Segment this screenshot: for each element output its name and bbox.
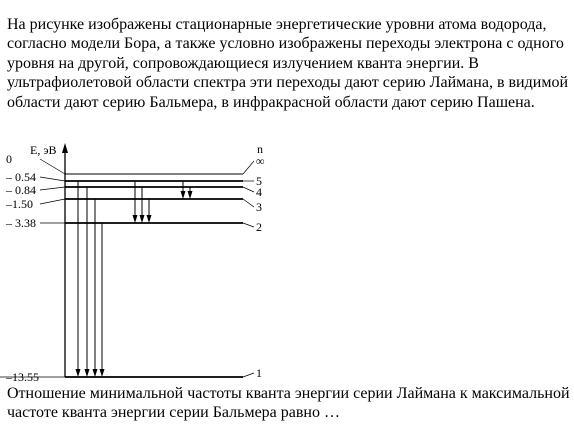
quantum-label-leader bbox=[243, 199, 254, 207]
energy-value-label: – 0.54 bbox=[6, 170, 36, 184]
quantum-number-value-label: 3 bbox=[256, 200, 262, 214]
energy-label-leader bbox=[40, 199, 65, 204]
problem-intro-text: На рисунке изображены стационарные энергетические уровни атома водорода, согласно модели Бора, а также условно изображены переходы электрона с одного уровня на другой, сопровождающиеся излучением кванта энергии. В ультрафиолетовой области спектра эти переходы дают серию Лаймана, в видимой области дают серию Бальмера, в инфракрасной области дают серию Пашена. bbox=[7, 16, 568, 111]
energy-label-leader bbox=[40, 159, 65, 174]
transition-arrowhead bbox=[181, 191, 186, 199]
quantum-number-value-label: ∞ bbox=[256, 154, 265, 168]
transition-arrowhead bbox=[100, 369, 105, 377]
energy-axis bbox=[30, 142, 263, 377]
quantum-label-leader bbox=[243, 373, 254, 377]
transition-arrowhead bbox=[133, 215, 138, 223]
transition-arrowhead bbox=[85, 369, 90, 377]
transition-arrowhead bbox=[188, 191, 193, 199]
quantum-label-leader bbox=[243, 223, 254, 227]
quantum-label-leader bbox=[243, 187, 254, 192]
transition-arrowhead bbox=[93, 369, 98, 377]
energy-level-diagram bbox=[0, 138, 300, 386]
energy-value-label: –1.50 bbox=[6, 197, 33, 211]
energy-levels bbox=[65, 174, 243, 377]
quantum-number-value-label: 2 bbox=[256, 220, 262, 234]
energy-label-leader bbox=[40, 187, 65, 190]
quantum-number-value-label: 4 bbox=[256, 185, 262, 199]
energy-value-label: 0 bbox=[6, 152, 12, 166]
energy-axis-label: E, эВ bbox=[30, 143, 57, 157]
problem-question-text: Отношение минимальной частоты кванта энергии серии Лаймана к максимальной частоте кванта энергии серии Бальмера равно … bbox=[7, 385, 570, 422]
energy-axis-arrowhead bbox=[62, 143, 68, 153]
quantum-number-label: n bbox=[257, 142, 263, 156]
energy-value-label: – 3.38 bbox=[6, 216, 36, 230]
energy-label-leader bbox=[40, 177, 65, 181]
transition-arrows bbox=[76, 181, 193, 377]
energy-value-label: – 0.84 bbox=[6, 183, 36, 197]
quantum-number-value-label: 5 bbox=[256, 174, 262, 188]
energy-value-label: –13.55 bbox=[6, 370, 39, 384]
transition-arrowhead bbox=[140, 215, 145, 223]
quantum-label-leader bbox=[243, 161, 254, 174]
transition-arrowhead bbox=[147, 215, 152, 223]
quantum-number-value-label: 1 bbox=[256, 366, 262, 380]
transition-arrowhead bbox=[76, 369, 81, 377]
